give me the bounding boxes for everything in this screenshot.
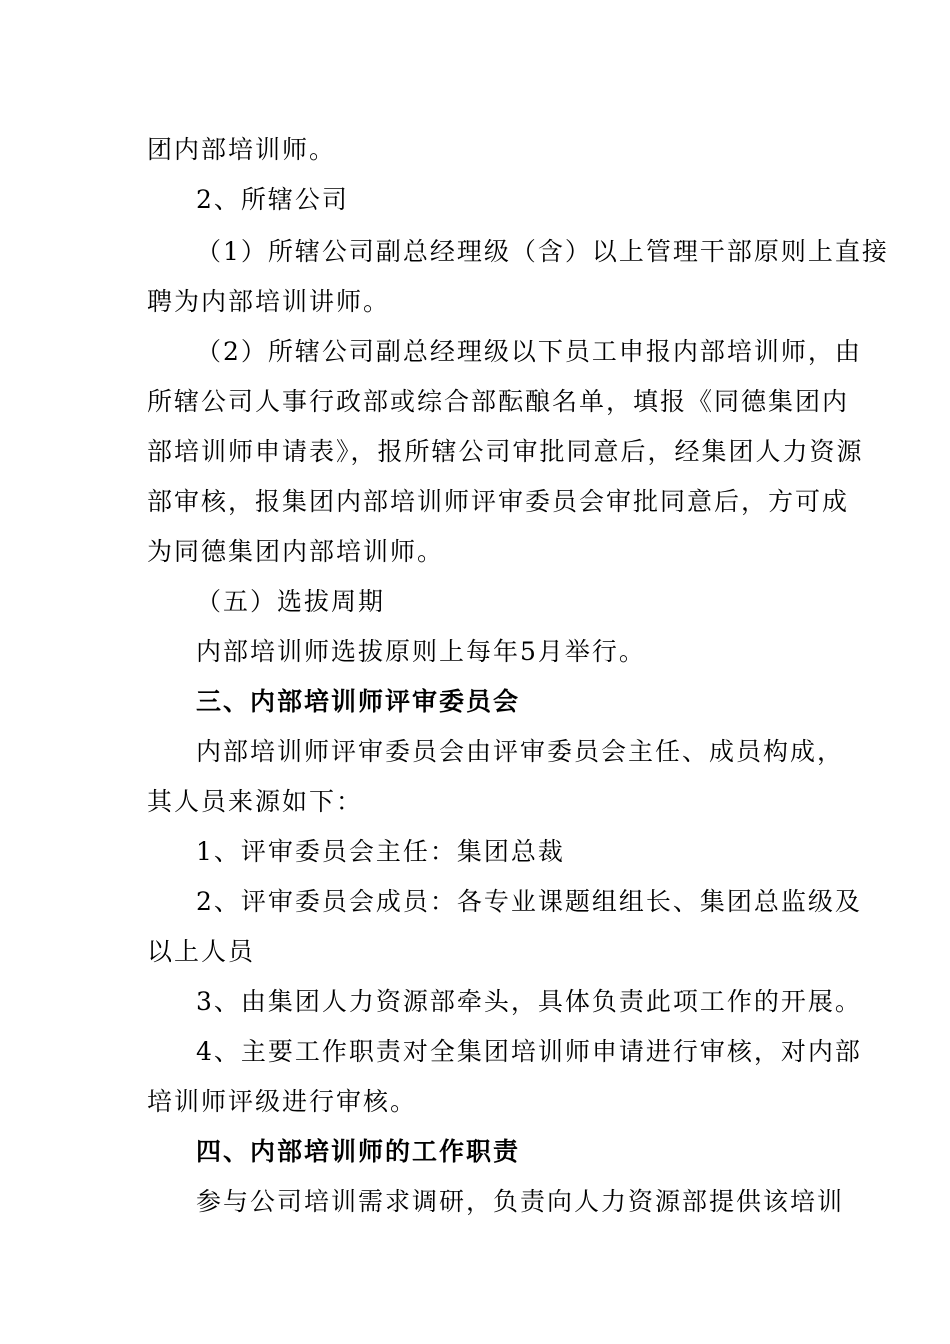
list-item: 3、由集团人力资源部牵头，具体负责此项工作的开展。 xyxy=(196,987,862,1016)
paragraph-line: 所辖公司人事行政部或综合部酝酿名单，填报《同德集团内 xyxy=(147,387,850,416)
paragraph-line: （2）所辖公司副总经理级以下员工申报内部培训师，由 xyxy=(196,337,862,366)
section-heading: 三、内部培训师评审委员会 xyxy=(196,687,521,716)
paragraph-line: 部培训师申请表》，报所辖公司审批同意后，经集团人力资源 xyxy=(147,437,864,466)
list-item: 4、主要工作职责对全集团培训师申请进行审核，对内部 xyxy=(196,1037,862,1066)
paragraph-line: 为同德集团内部培训师。 xyxy=(147,537,445,566)
paragraph-line: 培训师评级进行审核。 xyxy=(147,1087,418,1116)
paragraph-line: 以上人员 xyxy=(147,937,256,966)
section-heading: （五）选拔周期 xyxy=(196,587,386,616)
paragraph-line: 部审核，报集团内部培训师评审委员会审批同意后，方可成 xyxy=(147,487,850,516)
paragraph-line: 内部培训师评审委员会由评审委员会主任、成员构成， xyxy=(196,737,845,766)
paragraph-line: 团内部培训师。 xyxy=(147,135,337,164)
section-heading: 2、所辖公司 xyxy=(196,185,349,214)
paragraph-line: （1）所辖公司副总经理级（含）以上管理干部原则上直接 xyxy=(196,237,889,266)
list-item: 1、评审委员会主任：集团总裁 xyxy=(196,837,565,866)
paragraph-line: 参与公司培训需求调研，负责向人力资源部提供该培训 xyxy=(196,1187,845,1216)
paragraph-line: 其人员来源如下： xyxy=(147,787,364,816)
list-item: 2、评审委员会成员：各专业课题组组长、集团总监级及 xyxy=(196,887,862,916)
section-heading: 四、内部培训师的工作职责 xyxy=(196,1137,521,1166)
paragraph-line: 聘为内部培训讲师。 xyxy=(147,287,391,316)
paragraph-line: 内部培训师选拔原则上每年5月举行。 xyxy=(196,637,646,666)
